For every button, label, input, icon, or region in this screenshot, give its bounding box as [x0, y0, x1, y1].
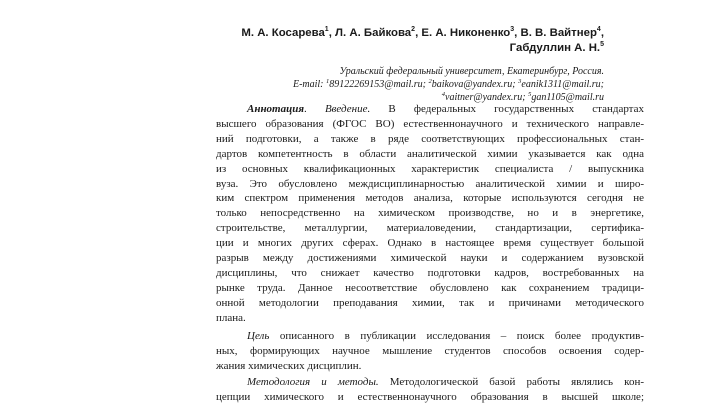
abstract-line: Цель описанного в публикации исследования – поиск более продуктив- [247, 330, 644, 342]
abstract-line: онной методологии преподавания химии, так и причинами методического [216, 296, 644, 309]
abstract-line: дартов компетентность в области аналитической химии указывается как одна [216, 147, 644, 160]
abstract-goal [216, 329, 644, 374]
abstract-line: ний подготовки, а также в ряде соответствующих профессиональных стан- [216, 132, 644, 145]
abstract-line: ции и многих других сферах. Однако в настоящее время существует большой [216, 237, 644, 250]
author-line-2 [510, 39, 604, 57]
author-5: Габдуллин А. Н.$^5$ [509, 41, 604, 54]
affiliation-university: Уральский федеральный университет, Екатеринбург, Россия. [339, 66, 604, 77]
abstract-line: жания химических дисциплин. [216, 359, 362, 372]
abstract-line: Методология и методы. Методологической базой работы являлись кон- [247, 376, 644, 388]
abstract-line: из основных квалификационных характеристик специалиста / выпускника [216, 162, 644, 175]
goal-label: Цель [247, 330, 270, 342]
methods-label: Методология и методы. [247, 376, 379, 388]
abstract-label: Аннотация [247, 103, 305, 115]
intro-label: Введение. [324, 103, 371, 115]
abstract-line: только непосредственно на химическом производстве, но и в энергетике, [216, 207, 644, 220]
abstract-line: рынке труда. Данное несоответствие обусловлено как сохранением традици- [216, 281, 644, 294]
abstract-line: ных, формирующих научное мышление студентов способов освоения содер- [216, 344, 644, 357]
abstract-line: плана. [216, 311, 246, 324]
abstract-line: строительстве, металлургии, материаловедении, стандартизации, сертифика- [216, 222, 644, 235]
author-2: Л. А. Байкова$^2$, [335, 26, 422, 39]
affiliation-emails-line-1: E-mail: $^1$89122269153@mail.ru; $^2$baikova@yandex.ru; $^3$eanik1311@mail.ru; [292, 78, 604, 90]
author-1: М. А. Косарева$^1$, [241, 26, 336, 39]
affiliation-emails-line-2: $^4$vaitner@yandex.ru; $^5$gan1105@mail.ru [441, 91, 604, 103]
author-3: Е. А. Никоненко$^3$, [421, 26, 521, 39]
abstract-line: дисциплины, что снижает качество подготовки кадров, востребованных на [216, 266, 644, 279]
abstract-line: разрыв между достижениями химической науки и содержанием вузовской [216, 252, 644, 265]
abstract-line: высшего образования (ФГОС ВО) естественнонаучного и технического направле- [216, 117, 644, 130]
abstract-intro [216, 102, 644, 326]
abstract-line: Аннотация. Введение. В федеральных государственных стандартах [247, 103, 644, 115]
abstract-line: вуза. Это обусловлено междисциплинарностью аналитической химии и широ- [216, 177, 644, 190]
abstract-line: ким спектром применения методов анализа, которые используются сегодня не [216, 192, 644, 205]
author-4: В. В. Вайтнер$^4$, [520, 26, 604, 39]
abstract-line: цепции химического и естественнонаучного образования в высшей школе; [216, 390, 644, 403]
abstract-methods [216, 375, 644, 405]
